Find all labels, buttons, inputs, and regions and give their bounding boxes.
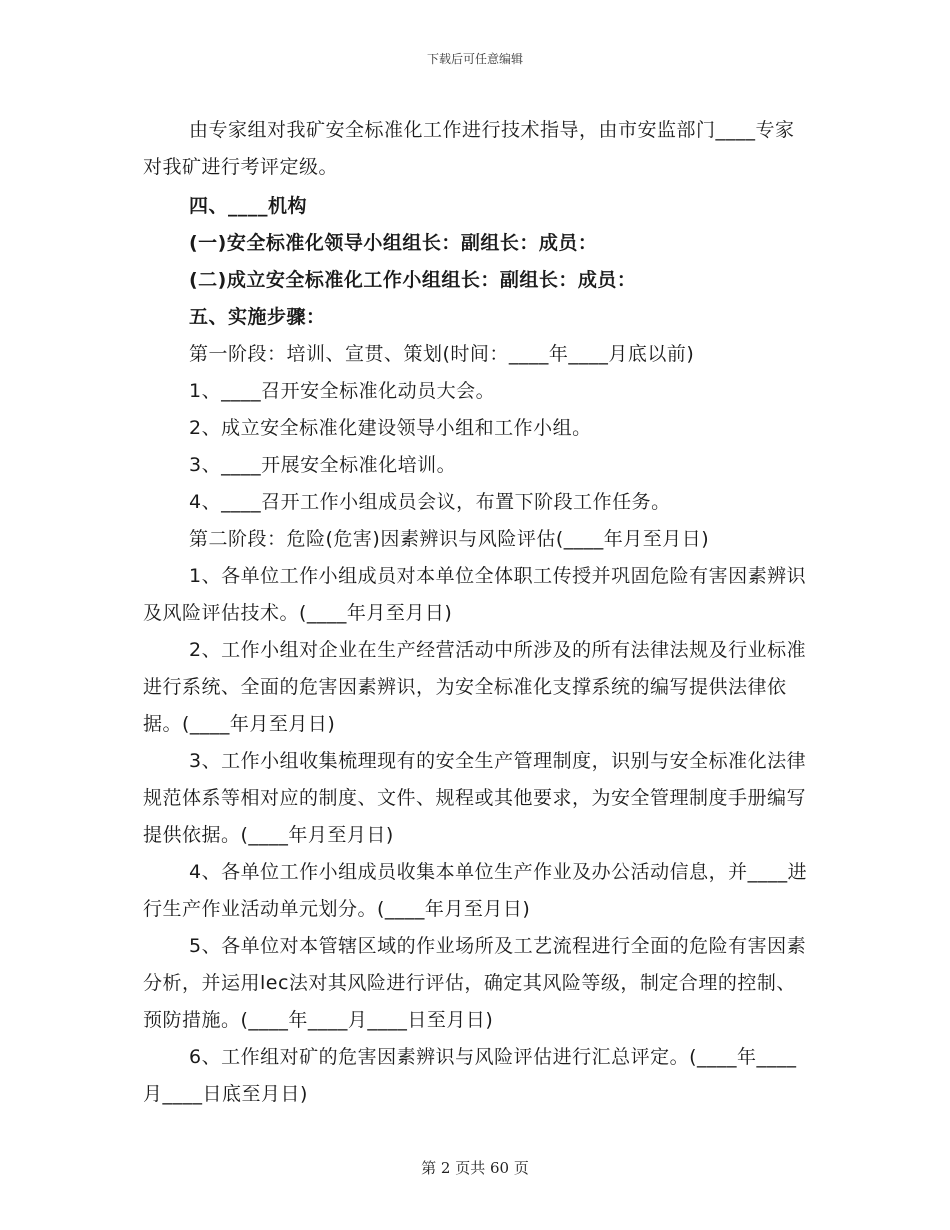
heading-section-5: 五、实施步骤： xyxy=(189,306,326,328)
list-item-phase2-1: 1、各单位工作小组成员对本单位全体职工传授并巩固危险有害因素辨识及风险评估技术。(____年月至月日) xyxy=(143,565,807,624)
list-item-phase1-2: 2、成立安全标准化建设领导小组和工作小组。 xyxy=(189,417,592,439)
list-item-phase1-1: 1、____召开安全标准化动员大会。 xyxy=(189,380,496,402)
paragraph-expert-guidance: 由专家组对我矿安全标准化工作进行技术指导，由市安监部门____专家对我矿进行考评定级。 xyxy=(143,119,795,178)
list-item-phase1-3: 3、____开展安全标准化培训。 xyxy=(189,454,457,476)
document-body xyxy=(143,112,813,1113)
list-item-phase2-5: 5、各单位对本管辖区域的作业场所及工艺流程进行全面的危险有害因素分析，并运用lec法对其风险进行评估，确定其风险等级，制定合理的控制、预防措施。(____年____月____日至月日) xyxy=(143,935,807,1031)
paragraph-phase-2: 第二阶段：危险(危害)因素辨识与风险评估(____年月至月日) xyxy=(189,528,710,550)
list-item-phase1-4: 4、____召开工作小组成员会议，布置下阶段工作任务。 xyxy=(189,491,671,513)
heading-section-4: 四、____机构 xyxy=(189,195,308,217)
heading-work-group: (二)成立安全标准化工作小组组长：副组长：成员： xyxy=(189,269,637,291)
paragraph-phase-1: 第一阶段：培训、宣贯、策划(时间：____年____月底以前) xyxy=(189,343,695,365)
list-item-phase2-2: 2、工作小组对企业在生产经营活动中所涉及的所有法律法规及行业标准进行系统、全面的危害因素辨识，为安全标准化支撑系统的编写提供法律依据。(____年月至月日) xyxy=(143,639,807,735)
heading-leadership-group: (一)安全标准化领导小组组长：副组长：成员： xyxy=(189,232,598,254)
page-number-footer: 第 2 页共 60 页 xyxy=(421,1159,529,1177)
list-item-phase2-4: 4、各单位工作小组成员收集本单位生产作业及办公活动信息，并____进行生产作业活动单元划分。(____年月至月日) xyxy=(143,861,808,920)
list-item-phase2-6: 6、工作组对矿的危害因素辨识与风险评估进行汇总评定。(____年____月____日底至月日) xyxy=(143,1046,797,1105)
page-header: 下载后可任意编辑 xyxy=(426,52,523,66)
list-item-phase2-3: 3、工作小组收集梳理现有的安全生产管理制度，识别与安全标准化法律规范体系等相对应的制度、文件、规程或其他要求，为安全管理制度手册编写提供依据。(____年月至月日) xyxy=(143,750,807,846)
